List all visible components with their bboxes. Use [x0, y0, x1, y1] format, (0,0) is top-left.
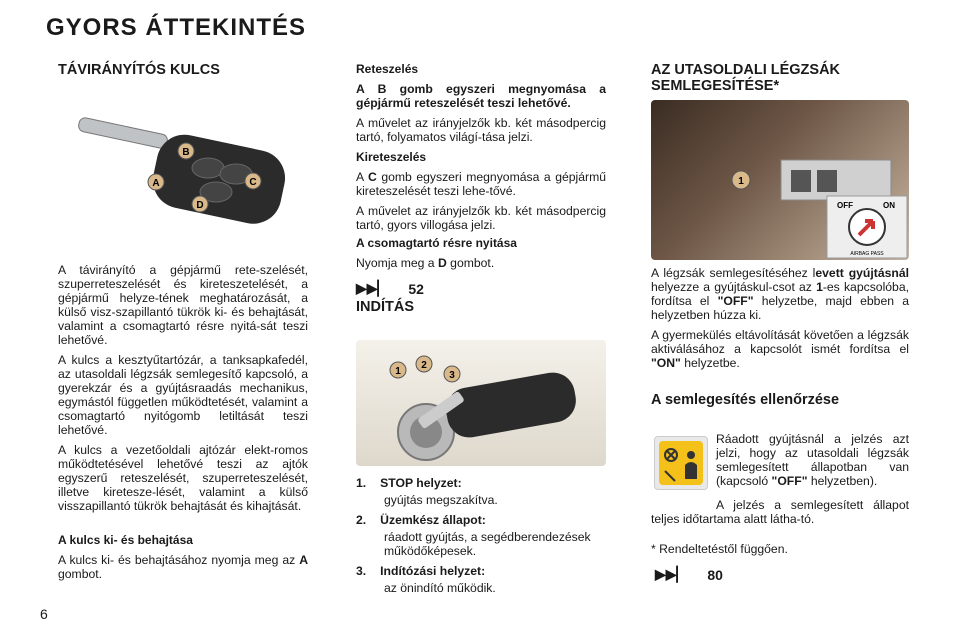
- remote-para-2: A kulcs a kesztyűtartózár, a tanksapkafedél, az utasoldali légzsák semlegesítő kapcsoló, a gyerekzár és a gyújtásraadás mechanikus, egymástól független működtetését, valamint a csomagtartó nyitógomb letiltását teszi lehetővé.: [58, 353, 308, 437]
- locking-section: [356, 62, 606, 315]
- key-label-c: C: [249, 177, 257, 188]
- ignition-label-2: 2: [421, 360, 427, 371]
- airbag-warning-icon: [654, 436, 708, 490]
- switch-off-label: OFF: [837, 201, 853, 210]
- fast-forward-icon: ▶▶▏: [356, 280, 389, 296]
- airbag-text: [651, 266, 909, 408]
- unlock-intro: A C gomb egyszeri megnyomása a gépjármű kireteszelését teszi lehe-tővé.: [356, 170, 607, 198]
- remote-key-text: [58, 263, 308, 581]
- ignition-label-1: 1: [395, 366, 401, 377]
- ignition-steps: [356, 476, 606, 595]
- check-text-1: Ráadott gyújtásnál a jelzés azt jelzi, hogy az utasoldali légzsák semlegesített állapotban van (kapcsoló "OFF" helyzetben).: [716, 432, 909, 488]
- page-ref-number: 80: [707, 566, 723, 583]
- remote-para-1: A távirányító a gépjármű rete-szelését, szuperreteszelését és kireteszetelését, a gépjármű helyze-tének meghatározását, a külső visz-szapillantó tükrök ki- és behajtását, valamint a csomagtartó résre nyitá-sát teszi lehetővé.: [58, 263, 308, 347]
- switch-caption: AIRBAG PASS: [850, 251, 884, 257]
- ignition-image: [356, 340, 606, 466]
- ignition-label-3: 3: [449, 370, 455, 381]
- fast-forward-icon: ▶▶▏: [655, 566, 688, 582]
- lock-intro: A B gomb egyszeri megnyomása a gépjármű reteszelését teszi lehetővé.: [356, 82, 606, 110]
- page-title: GYORS ÁTTEKINTÉS: [46, 14, 307, 41]
- remote-key-heading: TÁVIRÁNYÍTÓS KULCS: [58, 62, 220, 78]
- remote-para-3: A kulcs a vezetőoldali ajtózár elekt-romos működtetésével lehetővé teszi az ajtók egyszerű reteszelését, szuperreteszelését, illetve kiretesze-lését, valamint a külső visszapillantó tükrök behajtását és kihajtását.: [58, 443, 308, 513]
- unlock-heading: Kireteszelés: [356, 150, 427, 164]
- switch-on-label: ON: [883, 201, 895, 210]
- footnote: * Rendeltetéstől függően.: [651, 542, 788, 556]
- page-ref-number: 52: [408, 280, 424, 297]
- airbag-section: [651, 62, 909, 94]
- key-label-a: A: [152, 178, 160, 189]
- check-text-2: [651, 498, 909, 583]
- airbag-switch-image: [651, 100, 909, 260]
- remote-key-section: [58, 62, 308, 78]
- remote-key-image: [58, 94, 306, 252]
- step-2: 2. Üzemkész állapot: ráadott gyújtás, a segédberendezések működőképesek.: [356, 513, 591, 558]
- airbag-para-2: A gyermekülés eltávolítását követően a légzsák aktiválásához a kapcsolót ismét fordítsa el "ON" helyzetbe.: [651, 328, 909, 370]
- page-ref-52[interactable]: [356, 280, 606, 297]
- fold-heading: A kulcs ki- és behajtása: [58, 533, 193, 547]
- lock-heading: Reteszelés: [356, 62, 419, 76]
- step-3: 3. Indítózási helyzet: az önindító működik.: [356, 564, 496, 595]
- page-ref-80[interactable]: [655, 566, 909, 583]
- airbag-heading: AZ UTASOLDALI LÉGZSÁK SEMLEGESÍTÉSE*: [651, 62, 841, 94]
- airbag-para-1: A légzsák semlegesítéséhez levett gyújtásnál helyezze a gyújtáskul-csot az 1-es kapcsolóba, fordítsa el "OFF" helyzetbe, majd ebben a helyzetben húzza ki.: [651, 266, 909, 322]
- key-label-d: D: [196, 200, 204, 211]
- step-1: 1. STOP helyzet: gyújtás megszakítva.: [356, 476, 498, 507]
- switch-label-1: 1: [738, 176, 744, 187]
- unlock-op: A művelet az irányjelzők kb. két másodpercig tartó, gyors villogása jelzi.: [356, 204, 606, 232]
- check-heading: A semlegesítés ellenőrzése: [651, 392, 840, 408]
- lock-op: A művelet az irányjelzők kb. két másodpercig tartó, folyamatos világí-tása jelzi.: [356, 116, 606, 144]
- fold-text: A kulcs ki- és behajtásához nyomja meg az A gombot.: [58, 553, 308, 581]
- check-para-2: A jelzés a semlegesített állapot teljes időtartama alatt látha-tó.: [651, 498, 909, 526]
- page-number: 6: [40, 606, 48, 622]
- start-heading: INDÍTÁS: [356, 299, 414, 315]
- key-label-b: B: [182, 147, 190, 158]
- trunk-text: Nyomja meg a D gombot.: [356, 256, 495, 270]
- trunk-heading: A csomagtartó résre nyitása: [356, 236, 517, 250]
